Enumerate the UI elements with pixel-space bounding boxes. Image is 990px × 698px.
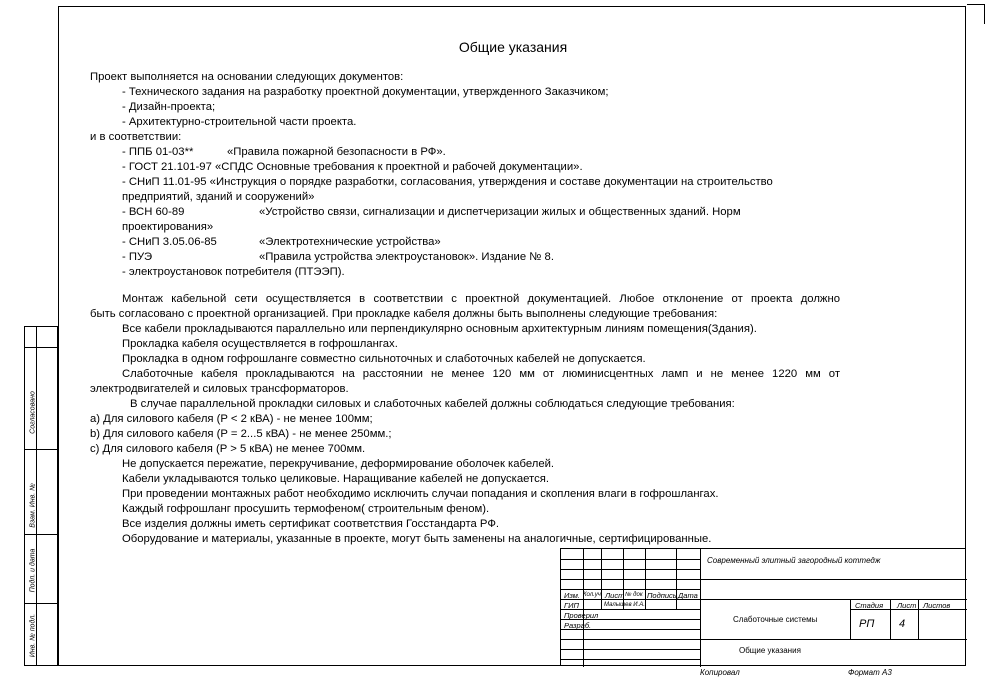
basis-item: - Архитектурно-строительной части проекта. — [122, 116, 357, 128]
strip-label-agreed: Согласовано — [29, 391, 37, 434]
rule-item: Все изделия должны иметь сертификат соответствия Госстандарта РФ. — [122, 518, 500, 530]
norm-vsn-cont: проектирования» — [122, 221, 214, 233]
norm-snip1-cont: предприятий, зданий и сооружений» — [122, 191, 315, 203]
binding-strip — [24, 326, 58, 666]
norm-code: - ПУЭ — [122, 251, 153, 263]
norm-vsn — [90, 205, 840, 220]
page-title: Общие указания — [458, 39, 568, 55]
norm-text: «Правила пожарной безопасности в РФ». — [227, 146, 446, 158]
label-sheet: Лист — [897, 601, 917, 610]
system-name: Слаботочные системы — [733, 615, 818, 624]
requirement: Прокладка в одном гофрошланге совместно сильноточных и слаботочных кабелей не допускается. — [122, 353, 646, 365]
sheet-value: 4 — [899, 618, 906, 630]
norm-snip2 — [90, 235, 840, 250]
role-checked: Проверил — [564, 611, 599, 620]
rule-item: Оборудование и материалы, указанные в проекте, могут быть заменены на аналогичные, сертифицированные. — [122, 533, 712, 545]
distance-item: b) Для силового кабеля (P = 2...5 кВА) - не менее 250мм.; — [90, 428, 392, 440]
rule-item: Кабели укладываются только целиковые. Наращивание кабелей не допускается. — [122, 473, 549, 485]
sheet-corner — [967, 4, 985, 24]
basis-item: - Дизайн-проекта; — [122, 101, 216, 113]
format-label: Формат А3 — [848, 668, 892, 677]
norm-ppb — [90, 145, 840, 160]
basis-item: - Технического задания на разработку проектной документации, утвержденного Заказчиком; — [122, 86, 609, 98]
strip-label-inv-replace: Взам. Инв. № — [29, 483, 37, 528]
rule-item: Не допускается пережатие, перекручивание, деформирование оболочек кабелей. — [122, 458, 555, 470]
distance-item: а) Для силового кабеля (P < 2 кВА) - не менее 100мм; — [90, 413, 373, 425]
requirement: Все кабели прокладываются параллельно или перпендикулярно основным архитектурным линиям помещения(Здания). — [122, 323, 757, 335]
install-paragraph-cont: быть согласовано с проектной организацией. При прокладке кабеля должны быть выполнены следующие требования: — [90, 308, 718, 320]
col-ndok: № док — [625, 592, 643, 598]
norm-code: - СНиП 3.05.06-85 — [122, 236, 217, 248]
rule-item: Каждый гофрошланг просушить термофеном( строительным феном). — [122, 503, 490, 515]
col-kol: Кол.уч — [583, 592, 601, 598]
role-gip: ГИП — [564, 601, 579, 610]
strip-label-sign-date: Подп. и дата — [29, 548, 37, 593]
norm-text: «Устройство связи, сигнализации и диспетчеризации жилых и общественных зданий. Норм — [259, 206, 741, 218]
strip-label-inv-orig: Инв. № подл. — [29, 613, 37, 658]
requirement: Прокладка кабеля осуществляется в гофрошлангах. — [122, 338, 398, 350]
install-paragraph: Монтаж кабельной сети осуществляется в соответствии с проектной документацией. Любое отклонение от проекта должно — [122, 293, 840, 305]
intro-text: Проект выполняется на основании следующих документов: — [90, 71, 404, 83]
norm-ptee: - электроустановок потребителя (ПТЭЭП). — [122, 266, 345, 278]
project-name: Современный элитный загородный коттедж — [707, 556, 881, 565]
col-podpis: Подпись — [647, 591, 677, 600]
requirement: Слаботочные кабеля прокладываются на расстоянии не менее 120 мм от люминисцентных ламп и не менее 1220 мм от — [122, 368, 840, 380]
norm-pue — [90, 250, 840, 265]
col-list: Лист — [605, 591, 625, 600]
stage-value: РП — [859, 618, 875, 630]
norm-snip1: - СНиП 11.01-95 «Инструкция о порядке разработки, согласования, утверждения и составе документации на строительство — [122, 176, 773, 188]
label-sheets: Листов — [923, 601, 951, 610]
requirement-cont: электродвигателей и силовых трансформаторов. — [90, 383, 349, 395]
document-body — [90, 70, 840, 547]
parallel-intro: В случае параллельной прокладки силовых и слаботочных кабелей должны соблюдаться следующие требования: — [130, 398, 735, 410]
gip-name: Малышев И.А. — [604, 602, 645, 608]
accordance-label: и в соответствии: — [90, 131, 182, 143]
sheet-title: Общие указания — [739, 646, 801, 655]
distance-item: с) Для силового кабеля (P > 5 кВА) не менее 700мм. — [90, 443, 366, 455]
role-developed: Разраб. — [564, 621, 592, 630]
col-data: Дата — [678, 591, 698, 600]
title-block — [560, 548, 966, 666]
norm-code: - ППБ 01-03** — [122, 146, 194, 158]
norm-code: - ВСН 60-89 — [122, 206, 185, 218]
norm-gost: - ГОСТ 21.101-97 «СПДС Основные требования к проектной и рабочей документации». — [122, 161, 583, 173]
col-izm: Изм. — [564, 591, 580, 600]
label-stage: Стадия — [855, 601, 884, 610]
norm-text: «Правила устройства электроустановок». Издание № 8. — [259, 251, 554, 263]
copied-label: Копировал — [700, 668, 740, 677]
rule-item: При проведении монтажных работ необходимо исключить случаи попадания и скопления влаги в гофрошлангах. — [122, 488, 719, 500]
norm-text: «Электротехнические устройства» — [259, 236, 441, 248]
